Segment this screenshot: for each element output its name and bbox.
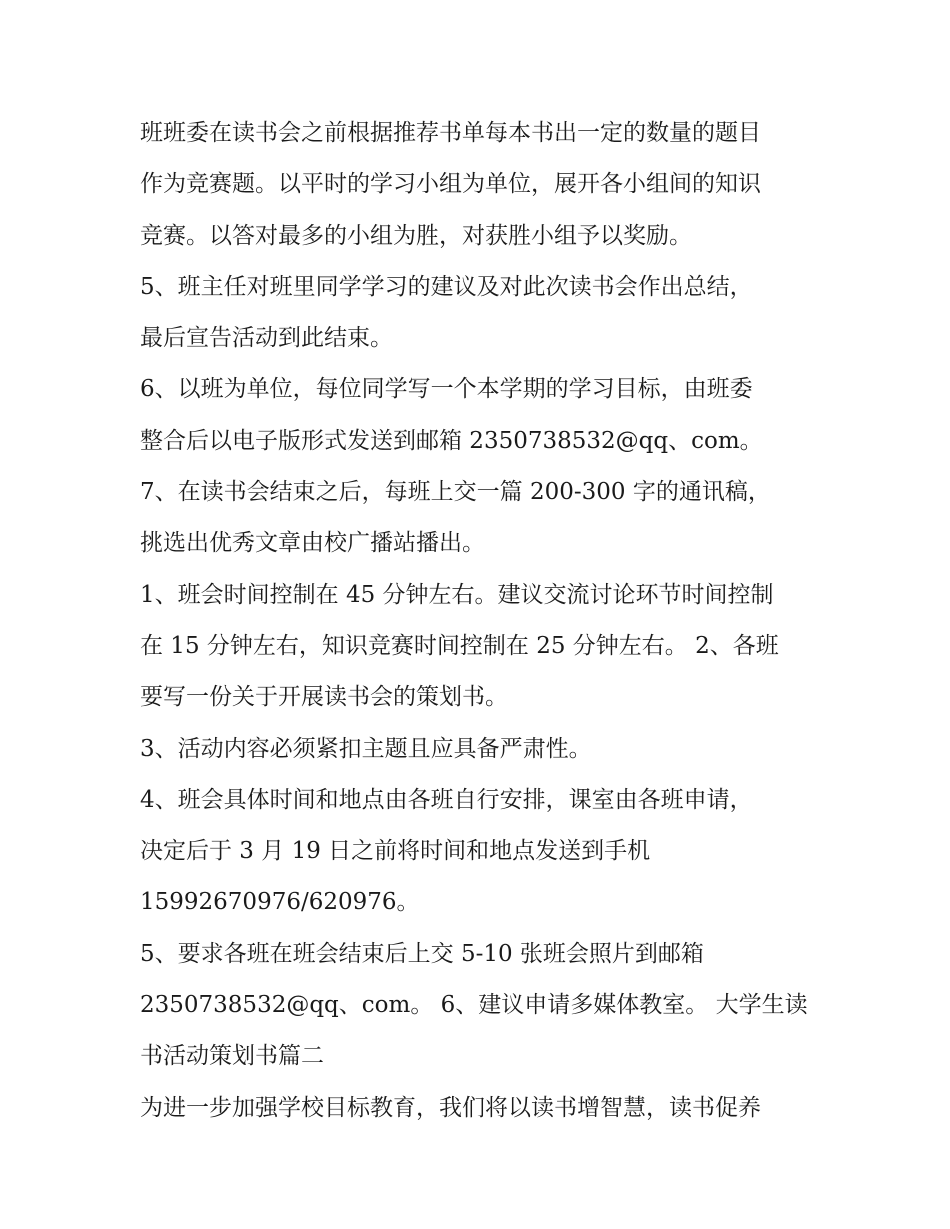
- text-line: 决定后于 3 月 19 日之前将时间和地点发送到手机: [140, 838, 651, 865]
- text-line: 7、在读书会结束之后，每班上交一篇 200-300 字的通讯稿，: [140, 479, 771, 506]
- text-line: 整合后以电子版形式发送到邮箱 2350738532@qq、com。: [140, 427, 763, 454]
- text-line: 班班委在读书会之前根据推荐书单每本书出一定的数量的题目: [140, 120, 761, 146]
- text-line: 5、班主任对班里同学学习的建议及对此次读书会作出总结，: [140, 273, 753, 300]
- text-line: 5、要求各班在班会结束后上交 5-10 张班会照片到邮箱: [140, 940, 704, 967]
- body-text: [140, 108, 830, 1134]
- text-line: 4、班会具体时间和地点由各班自行安排，课室由各班申请，: [140, 786, 753, 813]
- text-line: 2350738532@qq、com。 6、建议申请多媒体教室。 大学生读: [140, 992, 808, 1019]
- text-line: 要写一份关于开展读书会的策划书。: [140, 684, 508, 711]
- text-line: 作为竞赛题。以平时的学习小组为单位，展开各小组间的知识: [140, 171, 761, 198]
- text-line: 竞赛。以答对最多的小组为胜，对获胜小组予以奖励。: [140, 222, 692, 249]
- text-line: 为进一步加强学校目标教育，我们将以读书增智慧，读书促养: [140, 1094, 761, 1121]
- text-line: 书活动策划书篇二: [140, 1043, 324, 1070]
- text-line: 3、活动内容必须紧扣主题且应具备严肃性。: [140, 735, 592, 762]
- text-line: 在 15 分钟左右，知识竞赛时间控制在 25 分钟左右。 2、各班: [140, 632, 779, 659]
- text-line: 最后宣告活动到此结束。: [140, 325, 393, 352]
- text-line: 1、班会时间控制在 45 分钟左右。建议交流讨论环节时间控制: [140, 581, 774, 608]
- text-line: 挑选出优秀文章由校广播站播出。: [140, 530, 485, 557]
- text-line: 6、以班为单位，每位同学写一个本学期的学习目标，由班委: [140, 376, 753, 403]
- text-line: 15992670976/620976。: [140, 889, 420, 916]
